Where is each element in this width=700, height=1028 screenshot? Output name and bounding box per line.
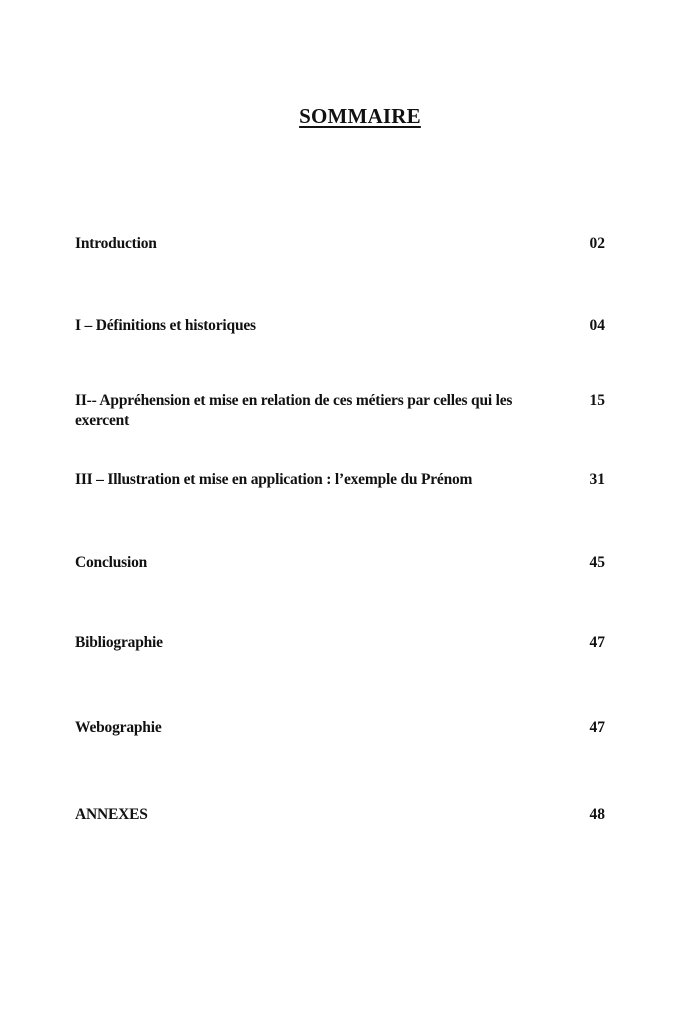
toc-entry-label: Introduction (75, 235, 157, 252)
toc-entry-label: Webographie (75, 719, 162, 736)
toc-entry-label: Bibliographie (75, 634, 163, 651)
page-title: SOMMAIRE (299, 104, 421, 128)
toc-entry-label: II-- Appréhension et mise en relation de ces métiers par celles qui les exercent (75, 392, 513, 429)
toc-entry-page: 48 (589, 806, 605, 823)
toc-entry-page: 47 (589, 634, 605, 651)
toc-entry-page: 02 (589, 235, 605, 252)
toc-entry-page: 31 (589, 471, 605, 488)
toc-entry-label: Conclusion (75, 554, 148, 571)
toc-entry-page: 15 (589, 392, 605, 409)
toc-entry-page: 47 (589, 719, 605, 736)
toc-entry-label: I – Définitions et historiques (75, 317, 256, 334)
toc-entry-label: ANNEXES (75, 806, 148, 823)
toc-entry-label: III – Illustration et mise en application : l’exemple du Prénom (75, 471, 473, 488)
toc-entry-page: 04 (589, 317, 605, 334)
toc-entry-page: 45 (589, 554, 605, 571)
